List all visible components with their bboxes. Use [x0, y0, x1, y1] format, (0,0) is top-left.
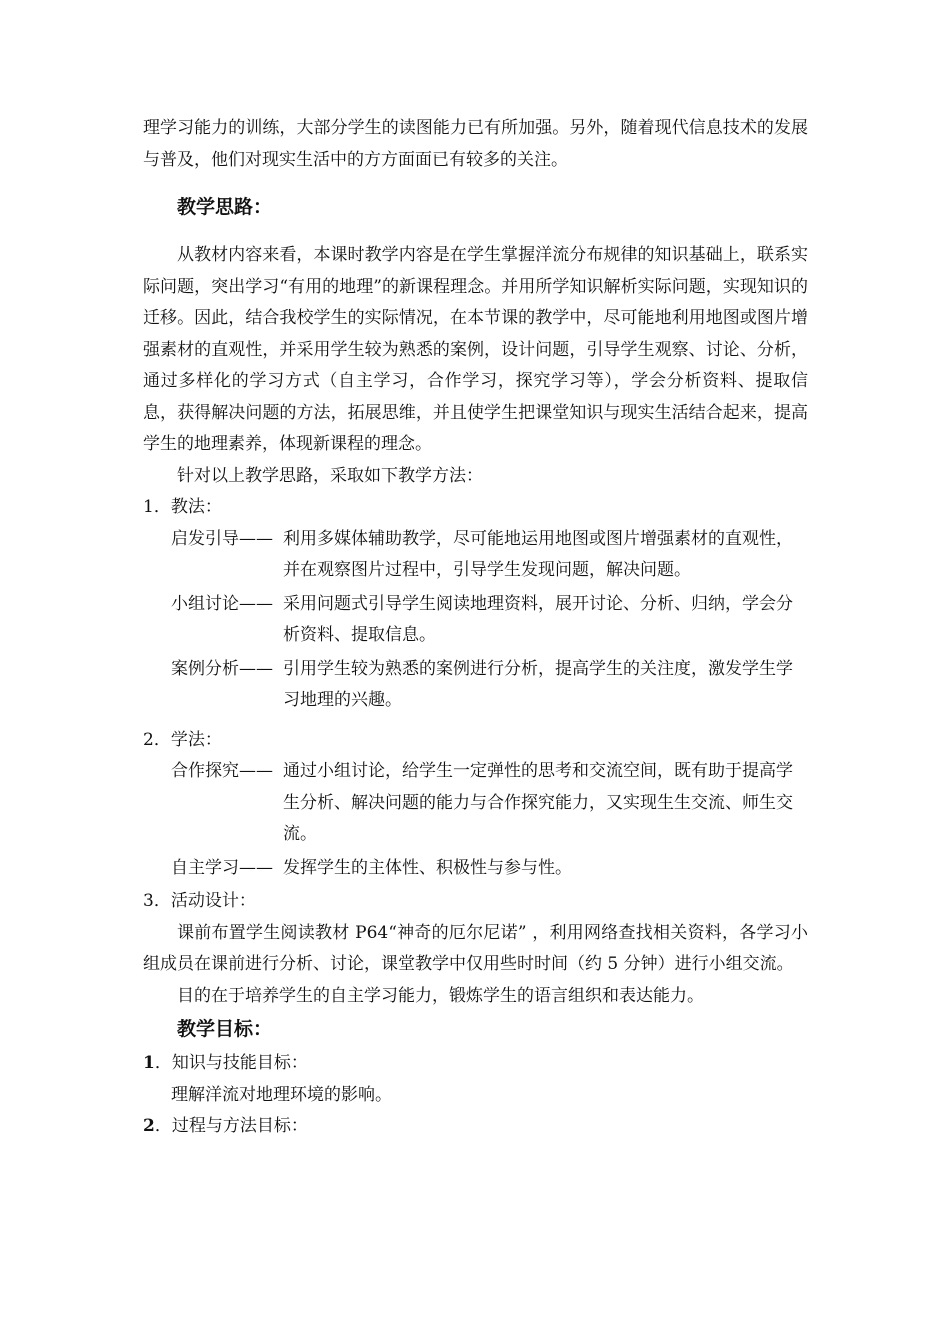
- method-text: 引用学生较为熟悉的案例进行分析，提高学生的关注度，激发学生学习地理的兴趣。: [283, 658, 793, 710]
- method-label: 启发引导——: [171, 528, 273, 549]
- method-item: [143, 589, 808, 652]
- method-label: 自主学习——: [171, 857, 273, 878]
- approach-paragraph: 从教材内容来看，本课时教学内容是在学生掌握洋流分布规律的知识基础上，联系实际问题，突出学习“有用的地理”的新课程理念。并用所学知识解析实际问题，实现知识的迁移。因此，结合我校学生的实际情况，在本节课的教学中，尽可能地利用地图或图片增强素材的直观性，并采用学生较为熟悉的案例，设计问题，引导学生观察、讨论、分析，通过多样化的学习方式（自主学习，合作学习，探究学习等），学会分析资料、提取信息，获得解决问题的方法，拓展思维，并且使学生把课堂知识与现实生活结合起来，提高学生的地理素养，体现新课程的理念。: [143, 245, 808, 454]
- activity-purpose: 目的在于培养学生的自主学习能力，锻炼学生的语言组织和表达能力。: [177, 985, 704, 1006]
- method-text: 发挥学生的主体性、积极性与参与性。: [283, 857, 572, 878]
- intro-paragraph: 理学习能力的训练，大部分学生的读图能力已有所加强。另外，随着现代信息技术的发展与普及，他们对现实生活中的方方面面已有较多的关注。: [143, 118, 808, 170]
- method-label: 案例分析——: [171, 658, 273, 679]
- document-page: [143, 112, 808, 1143]
- heading-teaching-approach: 教学思路：: [177, 196, 273, 218]
- goal-1-title: [143, 1048, 808, 1080]
- activity-paragraph: 课前布置学生阅读教材 P64“神奇的厄尔尼诺” ，利用网络查找相关资料，各学习小组成员在课前进行分析、讨论，课堂教学中仅用些时时间（约 5 分钟）进行小组交流。: [143, 922, 808, 974]
- method-text: 利用多媒体辅助教学，尽可能地运用地图或图片增强素材的直观性，并在观察图片过程中，引导学生发现问题，解决问题。: [283, 528, 793, 580]
- goal-1-label: ．知识与技能目标：: [154, 1053, 308, 1073]
- heading-teaching-goals: 教学目标：: [177, 1018, 273, 1040]
- teaching-methods-title: 1．教法：: [143, 497, 222, 517]
- method-label: 小组讨论——: [171, 593, 273, 614]
- method-item: [143, 654, 808, 717]
- learning-methods-title: 2．学法：: [143, 729, 222, 750]
- method-item: [143, 756, 808, 851]
- goal-1-text: 理解洋流对地理环境的影响。: [171, 1084, 392, 1105]
- goal-2-number: 2: [143, 1116, 155, 1136]
- methods-intro: 针对以上教学思路，采取如下教学方法：: [177, 465, 483, 486]
- method-item: [143, 853, 808, 885]
- goal-2-title: [143, 1111, 808, 1143]
- method-text: 通过小组讨论，给学生一定弹性的思考和交流空间，既有助于提高学生分析、解决问题的能力与合作探究能力，又实现生生交流、师生交流。: [283, 761, 793, 844]
- activity-design-title: 3．活动设计：: [143, 891, 256, 911]
- goal-2-label: ．过程与方法目标：: [154, 1116, 308, 1136]
- goal-1-number: 1: [143, 1053, 155, 1073]
- method-label: 合作探究——: [171, 761, 273, 781]
- method-text: 采用问题式引导学生阅读地理资料，展开讨论、分析、归纳，学会分析资料、提取信息。: [283, 593, 793, 645]
- method-item: [143, 524, 808, 587]
